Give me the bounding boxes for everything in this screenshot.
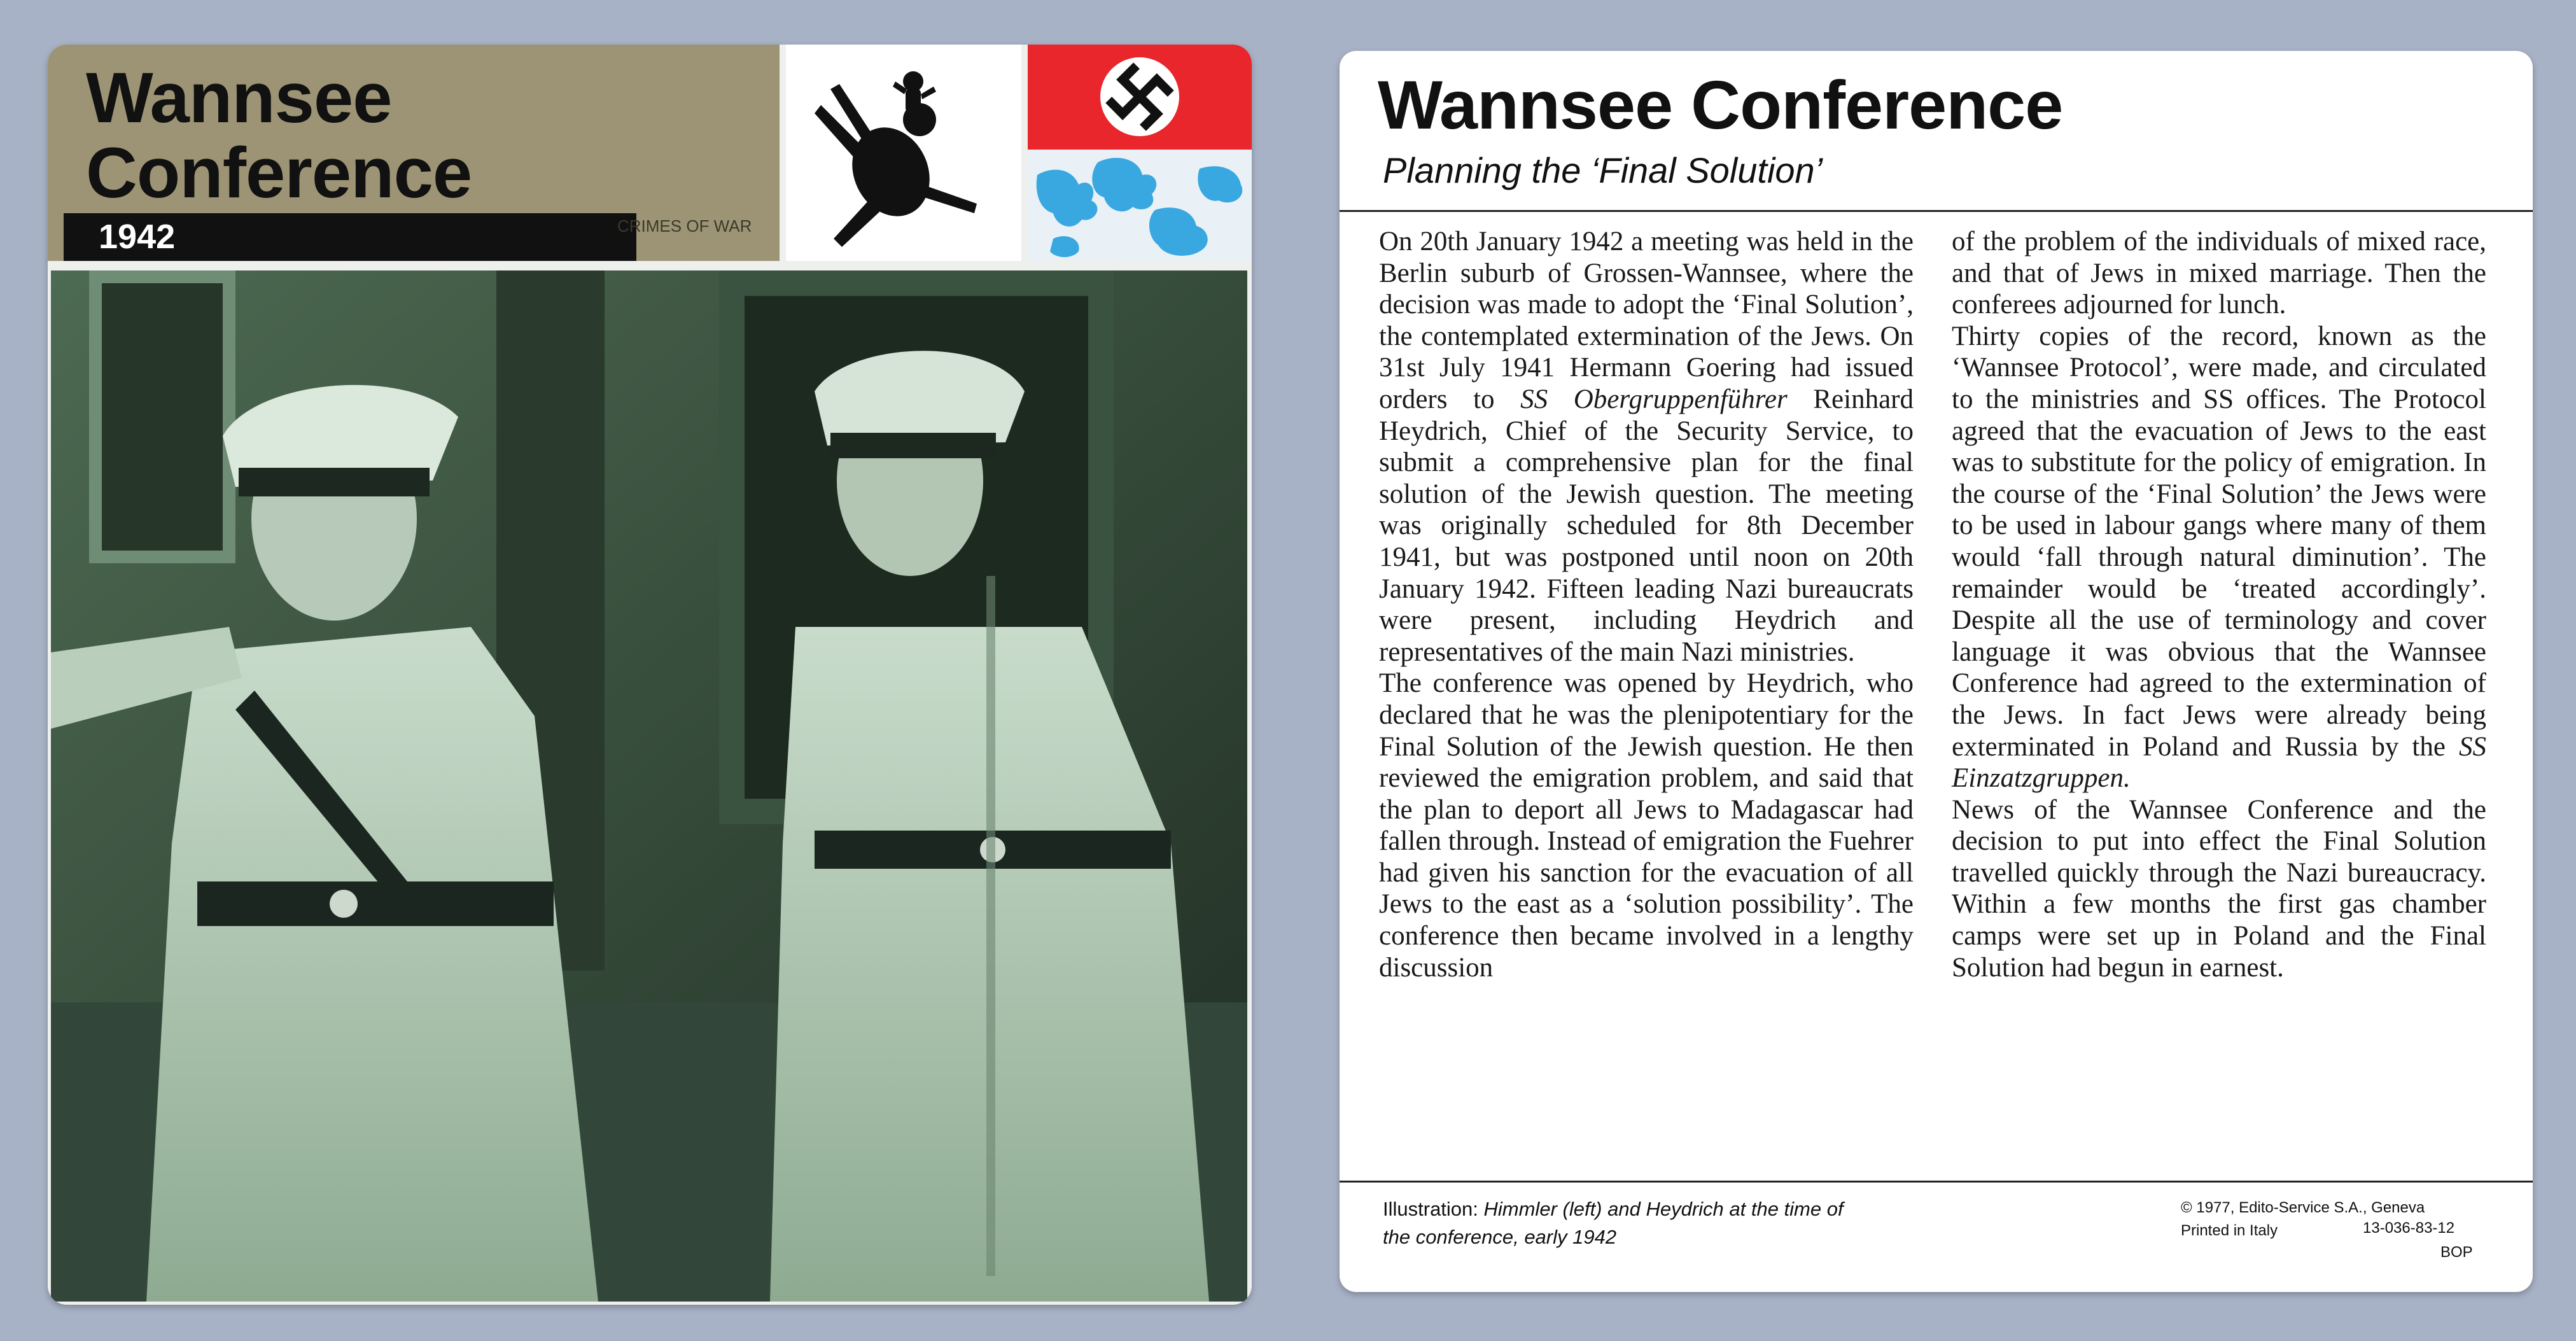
illustration-caption: Himmler (left) and Heydrich at the time of (1483, 1198, 1844, 1220)
historical-photo (51, 270, 1247, 1302)
crimes-of-war-symbol (786, 45, 1021, 261)
paragraph: The conference was opened by Heydrich, who declared that he was the plenipotentiary for the Final Solution of the Jewish question. He then reviewed the emigration problem, and said that the plan to deport all Jews to Madagascar had fallen through. Instead of emigration the Fuehrer had given his sanction for the evacuation of all Jews to the east as a ‘solution possibility’. The conference then became involved in a lengthy discussion (1379, 668, 1914, 983)
year-bar (64, 213, 636, 261)
falling-figure-icon (786, 45, 1021, 261)
back-title: Wannsee Conference (1378, 66, 2063, 143)
flag-map-emblem (1028, 45, 1252, 261)
paragraph: On 20th January 1942 a meeting was held in the Berlin suburb of Grossen-Wannsee, where the decision was made to adopt the ‘Final Solution’, the contemplated extermination of the Jews. On 31st July 1941 Hermann Goering had issued orders to SS Obergruppenführer Reinhard Heydrich, Chief of the Security Service, to submit a comprehensive plan for the final solution of the Jewish question. The meeting was originally scheduled for 8th December 1941, but was postponed until noon on 20th January 1942. Fifteen leading Nazi bureaucrats were present, including Heydrich and representatives of the main Nazi ministries. (1379, 227, 1914, 667)
divider-top (1340, 210, 2533, 212)
map-icon (1028, 150, 1252, 261)
front-title (86, 60, 472, 211)
nazi-flag (1028, 45, 1252, 150)
card-front (48, 45, 1252, 1305)
card-code: 13-036-83-12 (2363, 1219, 2455, 1237)
text-column-right (1952, 226, 2486, 983)
year-label: 1942 (99, 218, 176, 256)
front-title-line1: Wannsee (86, 58, 392, 137)
illustration-label: Illustration: (1383, 1198, 1484, 1220)
swastika-emblem-icon (1028, 45, 1252, 150)
himmler-heydrich-photo-icon (51, 270, 1247, 1302)
category-label: CRIMES OF WAR (617, 216, 752, 235)
illustration-caption-line2: the conference, early 1942 (1383, 1226, 1617, 1248)
back-subtitle: Planning the ‘Final Solution’ (1383, 150, 1823, 190)
illustration-credit (1383, 1195, 2083, 1251)
text-column-left (1379, 226, 1914, 983)
bop-label: BOP (2440, 1244, 2473, 1261)
paragraph: News of the Wannsee Conference and the decision to put into effect the Final Solution travelled quickly through the Nazi bureaucracy. Within a few months the first gas chamber camps were set up in Poland and the Final Solution had begun in earnest. (1952, 794, 2486, 983)
front-title-line2: Conference (86, 133, 472, 213)
front-header (48, 45, 780, 261)
europe-map (1028, 150, 1252, 261)
copyright-line: © 1977, Edito-Service S.A., Geneva (2181, 1199, 2425, 1216)
paragraph: of the problem of the individuals of mixed race, and that of Jews in mixed marriage. Then the conferees adjourned for lunch. (1952, 227, 2486, 320)
paragraph: Thirty copies of the record, known as the ‘Wannsee Protocol’, were made, and circulated to the ministries and SS offices. The Protocol agreed that the evacuation of Jews to the east was to substitute for the policy of emigration. In the course of the ‘Final Solution’ the Jews were to be used in labour gangs where many of them would ‘fall through natural diminution’. The remainder would be ‘treated accordingly’. Despite all the use of terminology and cover language it was obvious that the Wannsee Conference had agreed to the extermination of the Jews. In fact Jews were already being exterminated in Poland and Russia by the SS Einzatzgruppen. (1952, 321, 2486, 794)
divider-bottom (1340, 1181, 2533, 1183)
card-back (1340, 51, 2533, 1292)
printed-line: Printed in Italy (2181, 1222, 2278, 1239)
